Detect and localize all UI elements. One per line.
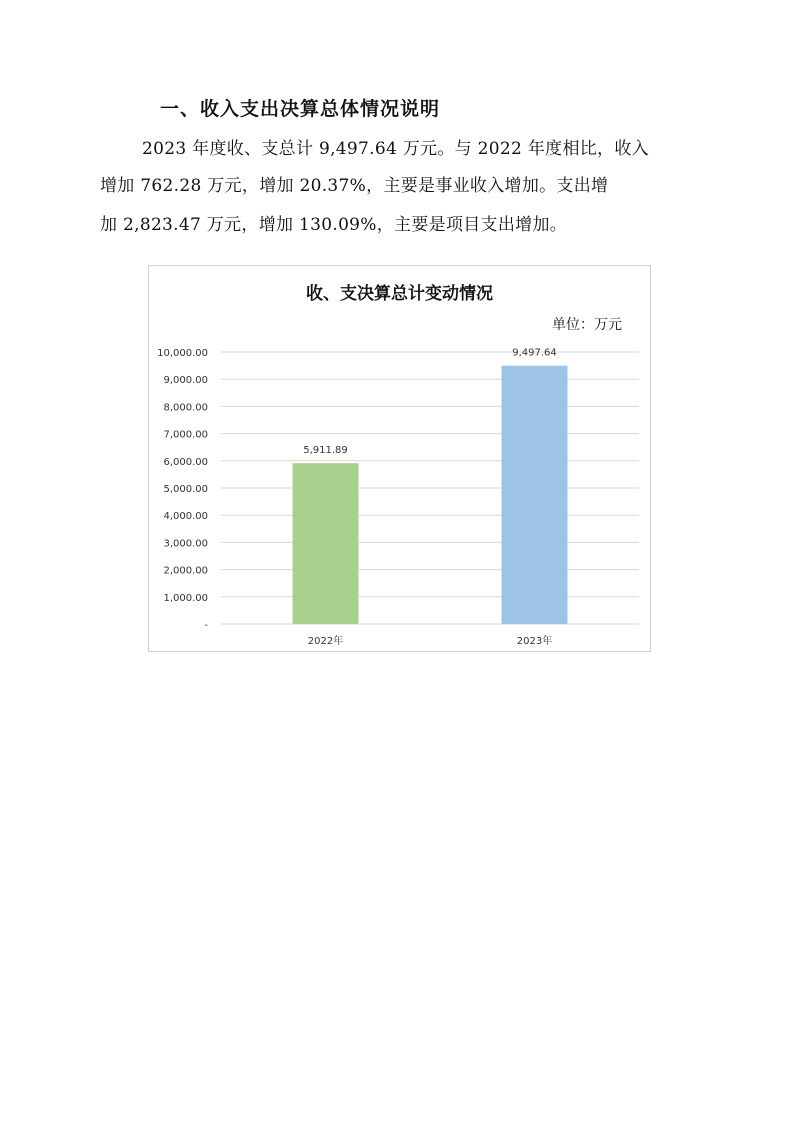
y-tick-label: 10,000.00 (157, 348, 208, 359)
x-tick-label: 2022年 (307, 636, 344, 647)
chart-unit-label: 单位：万元 (552, 317, 622, 333)
data-label: 9,497.64 (512, 347, 557, 359)
bar-chart (149, 266, 652, 653)
y-tick-label: 3,000.00 (163, 538, 208, 550)
y-tick-label: 1,000.00 (163, 592, 208, 604)
y-tick-label: 2,000.00 (163, 565, 208, 577)
y-tick-label: 4,000.00 (163, 511, 208, 523)
chart-title: 收、支决算总计变动情况 (306, 284, 493, 304)
paragraph-line-1: 2023 年度收、支总计 9,497.64 万元。与 2022 年度相比，收入 (142, 139, 649, 159)
x-tick-label: 2023年 (516, 636, 553, 647)
section-heading: 一、收入支出决算总体情况说明 (160, 98, 441, 120)
y-tick-label: 6,000.00 (163, 456, 208, 468)
paragraph-line-3: 加 2,823.47 万元，增加 130.09%，主要是项目支出增加。 (100, 215, 568, 235)
y-tick-label: 8,000.00 (163, 402, 208, 414)
y-tick-label: - (204, 620, 208, 631)
y-tick-label: 7,000.00 (163, 429, 208, 441)
paragraph-line-2: 增加 762.28 万元，增加 20.37%，主要是事业收入增加。支出增 (100, 176, 609, 196)
data-label: 5,911.89 (303, 445, 348, 457)
y-tick-label: 5,000.00 (163, 484, 208, 495)
y-tick-label: 9,000.00 (163, 375, 208, 387)
chart-container (148, 265, 651, 652)
bar (293, 463, 359, 624)
bar (502, 366, 568, 624)
